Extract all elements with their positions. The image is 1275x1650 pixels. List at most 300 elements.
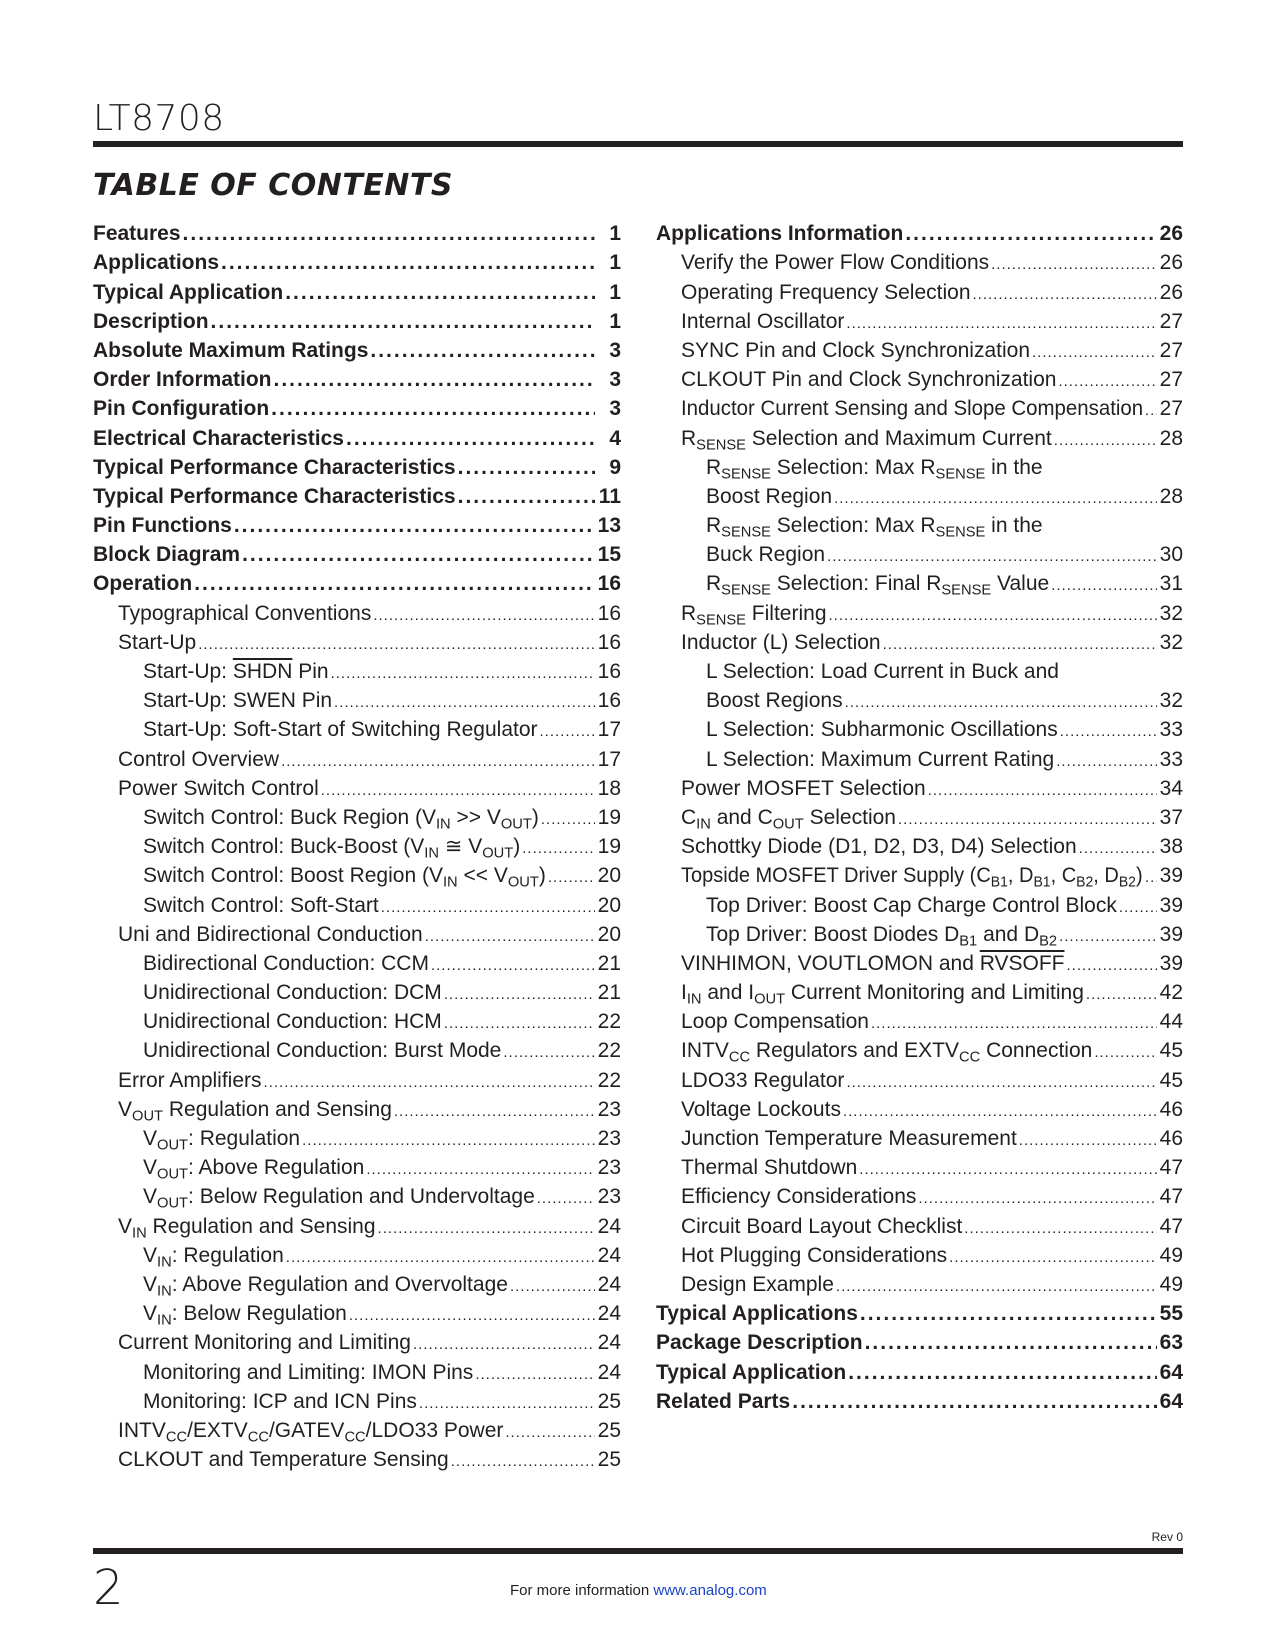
- toc-entry-title: $R_{SENSE}$ Selection: Max $R_{SENSE}$ in the: [706, 455, 1043, 483]
- toc-entry-title: $V_{IN}$: Above Regulation and Overvoltage: [143, 1272, 508, 1300]
- toc-page-number: 47: [1159, 1185, 1183, 1209]
- toc-entry-title: Boost Regions: [706, 689, 843, 713]
- toc-leader-dots: [1145, 861, 1157, 890]
- toc-page-number: 1: [609, 222, 621, 246]
- toc-entry[interactable]: [656, 1270, 1183, 1299]
- footer-info: [510, 1582, 767, 1599]
- toc-leader-dots: [451, 1445, 595, 1474]
- toc-left-column: [93, 219, 621, 1474]
- toc-leader-dots: [431, 949, 595, 978]
- toc-entry[interactable]: [656, 569, 1183, 598]
- toc-entry-title: Applications: [93, 251, 220, 275]
- toc-entry-title: L Selection: Subharmonic Oscillations: [706, 718, 1058, 742]
- toc-entry-title: Pin Functions: [93, 514, 232, 538]
- toc-page-number: 3: [609, 338, 621, 362]
- toc-page-number: 28: [1159, 484, 1183, 508]
- toc-entry[interactable]: [656, 1241, 1183, 1270]
- toc-leader-dots: [973, 278, 1158, 307]
- toc-leader-dots: [370, 336, 595, 365]
- toc-leader-dots: [905, 219, 1157, 248]
- toc-entry[interactable]: [656, 628, 1183, 657]
- toc-page-number: 3: [609, 397, 621, 421]
- toc-leader-dots: [1067, 949, 1157, 978]
- toc-entry[interactable]: [93, 978, 621, 1007]
- toc-entry[interactable]: [93, 307, 621, 336]
- toc-leader-dots: [991, 248, 1157, 277]
- toc-page-number: 23: [597, 1127, 621, 1150]
- toc-leader-dots: [928, 774, 1157, 803]
- toc-entry-title: $V_{IN}$: Regulation: [143, 1243, 284, 1271]
- toc-entry[interactable]: [656, 832, 1183, 861]
- toc-leader-dots: [334, 686, 595, 715]
- toc-entry[interactable]: [93, 920, 621, 949]
- toc-leader-dots: [321, 774, 595, 803]
- toc-entry-title: Monitoring and Limiting: IMON Pins: [143, 1360, 474, 1384]
- toc-leader-dots: [792, 1387, 1157, 1416]
- toc-page-number: 46: [1159, 1097, 1183, 1121]
- toc-entry-title: Inductor (L) Selection: [681, 630, 881, 654]
- toc-page-number: 63: [1159, 1331, 1183, 1355]
- toc-leader-dots: [183, 219, 595, 248]
- toc-page-number: 24: [597, 1302, 621, 1326]
- toc-entry[interactable]: [656, 394, 1183, 423]
- toc-entry[interactable]: [656, 744, 1183, 773]
- toc-leader-dots: [413, 1328, 595, 1357]
- toc-page-number: 47: [1159, 1156, 1183, 1180]
- toc-entry[interactable]: [93, 336, 621, 365]
- toc-entry[interactable]: [93, 657, 621, 686]
- toc-leader-dots: [198, 628, 595, 657]
- toc-entry[interactable]: [93, 598, 621, 627]
- revision-label: Rev 0: [1151, 1530, 1183, 1544]
- toc-leader-dots: [843, 1095, 1157, 1124]
- toc-leader-dots: [522, 832, 595, 861]
- toc-page-number: 46: [1159, 1127, 1183, 1150]
- toc-entry-title: Absolute Maximum Ratings: [93, 338, 369, 362]
- toc-leader-dots: [548, 861, 595, 890]
- toc-entry-title: Design Example: [681, 1272, 834, 1296]
- toc-entry[interactable]: [656, 511, 1183, 540]
- toc-entry-title: Monitoring: ICP and ICN Pins: [143, 1389, 417, 1413]
- toc-page-number: 49: [1159, 1272, 1183, 1296]
- toc-page-number: 16: [597, 601, 621, 625]
- toc-leader-dots: [394, 1095, 595, 1124]
- toc-leader-dots: [302, 1124, 595, 1153]
- toc-entry-title: Typical Application: [93, 280, 284, 304]
- toc-leader-dots: [366, 1153, 595, 1182]
- toc-leader-dots: [1119, 891, 1157, 920]
- footer-text: For more information: [510, 1582, 650, 1599]
- toc-entry[interactable]: [656, 861, 1183, 890]
- toc-entry-title: Start-Up: SHDN Pin: [143, 660, 329, 683]
- toc-entry-title: Block Diagram: [93, 543, 241, 567]
- toc-leader-dots: [859, 1153, 1157, 1182]
- header-rule: [93, 141, 1183, 147]
- toc-entry-title: Related Parts: [656, 1389, 791, 1413]
- toc-page-number: 39: [1159, 893, 1183, 917]
- toc-page-number: 42: [1159, 981, 1183, 1005]
- toc-entry[interactable]: [93, 219, 621, 248]
- toc-page-number: 32: [1159, 689, 1183, 713]
- toc-entry[interactable]: [656, 598, 1183, 627]
- toc-page-number: 38: [1159, 835, 1183, 859]
- toc-entry-title: Package Description: [656, 1331, 863, 1355]
- toc-entry-title: Switch Control: Buck Region $(V_{IN} >> V_{OUT})$: [143, 805, 539, 833]
- toc-entry[interactable]: [656, 686, 1183, 715]
- toc-page-number: 24: [597, 1331, 621, 1355]
- toc-page-number: 39: [1159, 922, 1183, 946]
- toc-entry[interactable]: [656, 365, 1183, 394]
- toc-leader-dots: [274, 365, 595, 394]
- toc-entry[interactable]: [93, 394, 621, 423]
- toc-entry-title: Inductor Current Sensing and Slope Compensation: [681, 397, 1144, 421]
- toc-entry-title: Bidirectional Conduction: CCM: [143, 951, 429, 975]
- toc-page-number: 39: [1159, 864, 1183, 888]
- toc-leader-dots: [1056, 745, 1157, 774]
- toc-page-number: 16: [597, 689, 621, 713]
- toc-leader-dots: [475, 1358, 595, 1387]
- toc-entry[interactable]: [656, 1095, 1183, 1124]
- toc-leader-dots: [349, 1299, 595, 1328]
- toc-entry-title: Start-Up: SWEN Pin: [143, 689, 333, 713]
- toc-entry-title: Typical Performance Characteristics: [93, 455, 456, 479]
- toc-leader-dots: [836, 1270, 1157, 1299]
- toc-leader-dots: [1060, 715, 1157, 744]
- toc-entry[interactable]: [93, 1095, 621, 1124]
- toc-right-column: [656, 219, 1183, 1416]
- toc-entry-title: Typographical Conventions: [118, 601, 372, 625]
- toc-leader-dots: [425, 920, 595, 949]
- toc-page-number: 20: [597, 922, 621, 946]
- toc-entry[interactable]: [656, 1299, 1183, 1328]
- toc-leader-dots: [537, 1182, 595, 1211]
- toc-entry[interactable]: [93, 1036, 621, 1065]
- toc-leader-dots: [865, 1328, 1157, 1357]
- toc-entry-title: $INTV_{CC}$ Regulators and $EXTV_{CC}$ Connection: [681, 1039, 1093, 1066]
- toc-leader-dots: [1059, 920, 1157, 949]
- toc-entry[interactable]: [656, 657, 1183, 686]
- toc-page-number: 25: [597, 1448, 621, 1472]
- toc-entry[interactable]: [93, 861, 621, 890]
- toc-leader-dots: [458, 482, 595, 511]
- toc-entry[interactable]: [656, 978, 1183, 1007]
- toc-page-number: 20: [597, 864, 621, 888]
- toc-entry[interactable]: [656, 890, 1183, 919]
- toc-entry-title: Junction Temperature Measurement: [681, 1127, 1017, 1150]
- toc-page-number: 17: [597, 718, 621, 742]
- toc-leader-dots: [918, 1182, 1157, 1211]
- toc-entry[interactable]: [656, 803, 1183, 832]
- toc-entry[interactable]: [656, 920, 1183, 949]
- toc-entry[interactable]: [93, 365, 621, 394]
- toc-entry[interactable]: [93, 423, 621, 452]
- toc-entry-title: Start-Up: [118, 630, 197, 654]
- toc-leader-dots: [444, 1007, 595, 1036]
- toc-entry[interactable]: [93, 1416, 621, 1445]
- toc-entry-title: $I_{IN}$ and $I_{OUT}$ Current Monitoring and Limiting: [681, 981, 1084, 1008]
- toc-entry[interactable]: [93, 1124, 621, 1153]
- toc-entry[interactable]: [93, 832, 621, 861]
- toc-leader-dots: [458, 453, 595, 482]
- toc-entry[interactable]: [656, 1328, 1183, 1357]
- toc-entry[interactable]: [656, 774, 1183, 803]
- toc-entry[interactable]: [656, 1211, 1183, 1240]
- toc-entry-title: $V_{OUT}$ Regulation and Sensing: [118, 1097, 392, 1125]
- toc-leader-dots: [540, 715, 596, 744]
- website-link[interactable]: www.analog.com: [653, 1582, 767, 1599]
- toc-entry[interactable]: [93, 890, 621, 919]
- toc-leader-dots: [1079, 832, 1157, 861]
- toc-page-number: 9: [609, 455, 621, 479]
- toc-entry-title: Internal Oscillator: [681, 309, 845, 333]
- toc-leader-dots: [503, 1036, 595, 1065]
- toc-leader-dots: [1094, 1036, 1157, 1065]
- toc-leader-dots: [1051, 569, 1157, 598]
- toc-entry-title: CLKOUT and Temperature Sensing: [118, 1448, 449, 1472]
- toc-leader-dots: [505, 1416, 595, 1445]
- toc-page-number: 21: [597, 951, 621, 975]
- toc-entry[interactable]: [656, 1036, 1183, 1065]
- toc-entry-title: $R_{SENSE}$ Selection and Maximum Current: [681, 426, 1052, 453]
- toc-leader-dots: [1145, 394, 1157, 423]
- toc-entry-title: $R_{SENSE}$ Selection: Max $R_{SENSE}$ in the: [706, 514, 1043, 541]
- toc-entry-title: Typical Application: [656, 1360, 847, 1384]
- toc-entry-title: SYNC Pin and Clock Synchronization: [681, 338, 1031, 362]
- toc-leader-dots: [331, 657, 595, 686]
- toc-entry-title: L Selection: Maximum Current Rating: [706, 747, 1055, 771]
- toc-entry[interactable]: [656, 336, 1183, 365]
- toc-leader-dots: [1032, 336, 1157, 365]
- toc-entry[interactable]: [93, 1299, 621, 1328]
- toc-leader-dots: [949, 1241, 1157, 1270]
- toc-leader-dots: [848, 1358, 1157, 1387]
- page-number: 2: [93, 1560, 124, 1616]
- toc-page-number: 1: [609, 280, 621, 304]
- toc-entry-title: $V_{OUT}$: Above Regulation: [143, 1156, 365, 1183]
- toc-entry[interactable]: [656, 1065, 1183, 1094]
- toc-entry-title: Unidirectional Conduction: DCM: [143, 981, 442, 1005]
- toc-page-number: 20: [597, 893, 621, 917]
- toc-leader-dots: [846, 1066, 1157, 1095]
- toc-entry-title: Topside MOSFET Driver Supply ($C_{B1}$, $D_{B1}$, $C_{B2}$, $D_{B2}$): [681, 864, 1143, 891]
- toc-leader-dots: [829, 599, 1158, 628]
- toc-entry[interactable]: [93, 1065, 621, 1094]
- toc-entry-title: Pin Configuration: [93, 397, 270, 421]
- toc-entry-title: Power MOSFET Selection: [681, 776, 926, 800]
- toc-entry[interactable]: [93, 803, 621, 832]
- toc-entry-title: Boost Region: [706, 484, 833, 508]
- toc-entry-title: L Selection: Load Current in Buck and: [706, 660, 1059, 683]
- toc-entry-title: Operating Frequency Selection: [681, 280, 971, 304]
- toc-entry-title: Voltage Lockouts: [681, 1097, 841, 1121]
- toc-page-number: 39: [1159, 951, 1183, 975]
- toc-leader-dots: [378, 1212, 595, 1241]
- toc-entry[interactable]: [656, 219, 1183, 248]
- toc-leader-dots: [444, 978, 595, 1007]
- toc-entry[interactable]: [93, 774, 621, 803]
- toc-page-number: 45: [1159, 1068, 1183, 1092]
- toc-entry[interactable]: [93, 1357, 621, 1386]
- toc-entry[interactable]: [656, 1387, 1183, 1416]
- toc-entry[interactable]: [656, 482, 1183, 511]
- toc-entry-title: Buck Region: [706, 543, 826, 567]
- toc-page-number: 19: [597, 835, 621, 859]
- toc-entry-title: $R_{SENSE}$ Selection: Final $R_{SENSE}$ Value: [706, 572, 1050, 599]
- toc-page-number: 23: [597, 1097, 621, 1121]
- toc-entry[interactable]: [93, 1241, 621, 1270]
- toc-entry[interactable]: [93, 540, 621, 569]
- toc-leader-dots: [871, 1007, 1157, 1036]
- toc-entry-title: Features: [93, 222, 181, 246]
- toc-page-number: 16: [597, 660, 621, 683]
- toc-entry[interactable]: [656, 1153, 1183, 1182]
- toc-leader-dots: [264, 1066, 595, 1095]
- toc-entry[interactable]: [93, 744, 621, 773]
- toc-page-number: 1: [609, 309, 621, 333]
- toc-page-number: 32: [1159, 630, 1183, 654]
- toc-leader-dots: [541, 803, 595, 832]
- toc-page-number: 27: [1159, 338, 1183, 362]
- toc-page-number: 15: [597, 543, 621, 567]
- toc-leader-dots: [834, 482, 1157, 511]
- toc-leader-dots: [845, 686, 1157, 715]
- toc-entry-title: Uni and Bidirectional Conduction: [118, 922, 423, 946]
- toc-leader-dots: [221, 248, 595, 277]
- toc-page-number: 13: [597, 514, 621, 538]
- toc-entry[interactable]: [93, 628, 621, 657]
- toc-entry[interactable]: [93, 715, 621, 744]
- toc-page-number: 16: [597, 572, 621, 596]
- toc-entry-title: Current Monitoring and Limiting: [118, 1331, 411, 1355]
- toc-entry[interactable]: [93, 248, 621, 277]
- toc-entry-title: Electrical Characteristics: [93, 426, 344, 450]
- toc-entry[interactable]: [656, 277, 1183, 306]
- toc-page-number: 3: [609, 368, 621, 392]
- toc-entry[interactable]: [656, 1182, 1183, 1211]
- toc-entry-title: $R_{SENSE}$ Filtering: [681, 601, 827, 629]
- toc-page-number: 31: [1159, 572, 1183, 596]
- toc-page-number: 16: [597, 630, 621, 654]
- toc-entry[interactable]: [93, 482, 621, 511]
- toc-leader-dots: [898, 803, 1157, 832]
- toc-entry-title: Switch Control: Buck-Boost ($V_{IN}$ ≅ $V_{OUT}$): [143, 835, 521, 862]
- toc-leader-dots: [281, 745, 595, 774]
- toc-page-number: 64: [1159, 1360, 1183, 1384]
- toc-page-number: 17: [597, 747, 621, 771]
- toc-entry[interactable]: [656, 307, 1183, 336]
- toc-entry[interactable]: [656, 1357, 1183, 1386]
- toc-leader-dots: [285, 278, 595, 307]
- toc-page-number: 11: [598, 484, 621, 508]
- toc-page-number: 23: [597, 1156, 621, 1180]
- toc-entry-title: Switch Control: Boost Region $(V_{IN} << V_{OUT})$: [143, 864, 546, 891]
- part-number: LT8708: [93, 98, 225, 139]
- toc-entry[interactable]: [93, 686, 621, 715]
- toc-entry-title: Error Amplifiers: [118, 1068, 262, 1092]
- toc-entry[interactable]: [656, 423, 1183, 452]
- toc-entry-title: VINHIMON, VOUTLOMON and RVSOFF: [681, 951, 1065, 975]
- toc-entry-title: $V_{IN}$ Regulation and Sensing: [118, 1214, 376, 1241]
- toc-entry-title: Power Switch Control: [118, 776, 319, 800]
- toc-page-number: 26: [1159, 251, 1183, 275]
- toc-entry-title: $INTV_{CC}/EXTV_{CC}/GATEV_{CC}/LDO33$ Power: [118, 1418, 504, 1446]
- toc-page-number: 33: [1159, 747, 1183, 771]
- toc-leader-dots: [194, 569, 595, 598]
- toc-entry-title: Top Driver: Boost Diodes $D_{B1}$ and $D_{B2}$: [706, 922, 1058, 950]
- toc-entry[interactable]: [93, 1387, 621, 1416]
- toc-page-number: 23: [597, 1185, 621, 1209]
- toc-leader-dots: [827, 540, 1157, 569]
- toc-entry-title: CLKOUT Pin and Clock Synchronization: [681, 368, 1057, 392]
- toc-leader-dots: [419, 1387, 595, 1416]
- toc-entry-title: Hot Plugging Considerations: [681, 1243, 948, 1267]
- toc-entry[interactable]: [93, 277, 621, 306]
- toc-page-number: 34: [1159, 776, 1183, 800]
- toc-leader-dots: [346, 424, 595, 453]
- toc-leader-dots: [1054, 424, 1157, 453]
- toc-leader-dots: [381, 891, 595, 920]
- toc-entry[interactable]: [93, 511, 621, 540]
- toc-entry[interactable]: [656, 1007, 1183, 1036]
- toc-page-number: 64: [1159, 1389, 1183, 1413]
- toc-page-number: 21: [597, 981, 621, 1005]
- toc-page-number: 24: [597, 1360, 621, 1384]
- toc-entry-title: $V_{OUT}$: Below Regulation and Undervoltage: [143, 1185, 535, 1212]
- toc-entry[interactable]: [93, 1328, 621, 1357]
- toc-page-number: 55: [1159, 1302, 1183, 1326]
- toc-entry-title: Applications Information: [656, 222, 904, 246]
- toc-entry-title: Top Driver: Boost Cap Charge Control Block: [706, 893, 1117, 917]
- toc-entry[interactable]: [656, 715, 1183, 744]
- toc-entry[interactable]: [93, 569, 621, 598]
- toc-page-number: 25: [597, 1418, 621, 1442]
- page-title: TABLE OF CONTENTS: [93, 168, 453, 203]
- toc-page-number: 19: [597, 805, 621, 829]
- toc-entry[interactable]: [656, 949, 1183, 978]
- toc-leader-dots: [1019, 1124, 1157, 1153]
- toc-entry[interactable]: [656, 453, 1183, 482]
- toc-entry-title: Control Overview: [118, 747, 280, 771]
- toc-entry[interactable]: [93, 1153, 621, 1182]
- toc-entry[interactable]: [656, 1124, 1183, 1153]
- toc-entry-title: Switch Control: Soft-Start: [143, 893, 379, 917]
- toc-leader-dots: [883, 628, 1157, 657]
- toc-entry[interactable]: [93, 1182, 621, 1211]
- toc-entry[interactable]: [93, 1211, 621, 1240]
- toc-entry-title: $V_{OUT}$: Regulation: [143, 1127, 301, 1154]
- toc-entry[interactable]: [656, 248, 1183, 277]
- toc-entry[interactable]: [93, 1007, 621, 1036]
- footer-rule: [93, 1548, 1183, 1554]
- toc-leader-dots: [846, 307, 1157, 336]
- toc-leader-dots: [964, 1212, 1157, 1241]
- toc-leader-dots: [1058, 365, 1157, 394]
- toc-entry[interactable]: [93, 1270, 621, 1299]
- toc-entry[interactable]: [93, 453, 621, 482]
- toc-entry[interactable]: [656, 540, 1183, 569]
- toc-leader-dots: [211, 307, 595, 336]
- toc-entry-title: Loop Compensation: [681, 1010, 869, 1034]
- toc-page-number: 25: [597, 1389, 621, 1413]
- toc-entry[interactable]: [93, 949, 621, 978]
- toc-leader-dots: [286, 1241, 595, 1270]
- toc-page-number: 24: [597, 1243, 621, 1267]
- toc-page-number: 47: [1159, 1214, 1183, 1238]
- toc-entry-title: Start-Up: Soft-Start of Switching Regulator: [143, 718, 538, 742]
- toc-entry-title: Typical Performance Characteristics: [93, 484, 456, 508]
- toc-leader-dots: [242, 540, 595, 569]
- toc-entry[interactable]: [93, 1445, 621, 1474]
